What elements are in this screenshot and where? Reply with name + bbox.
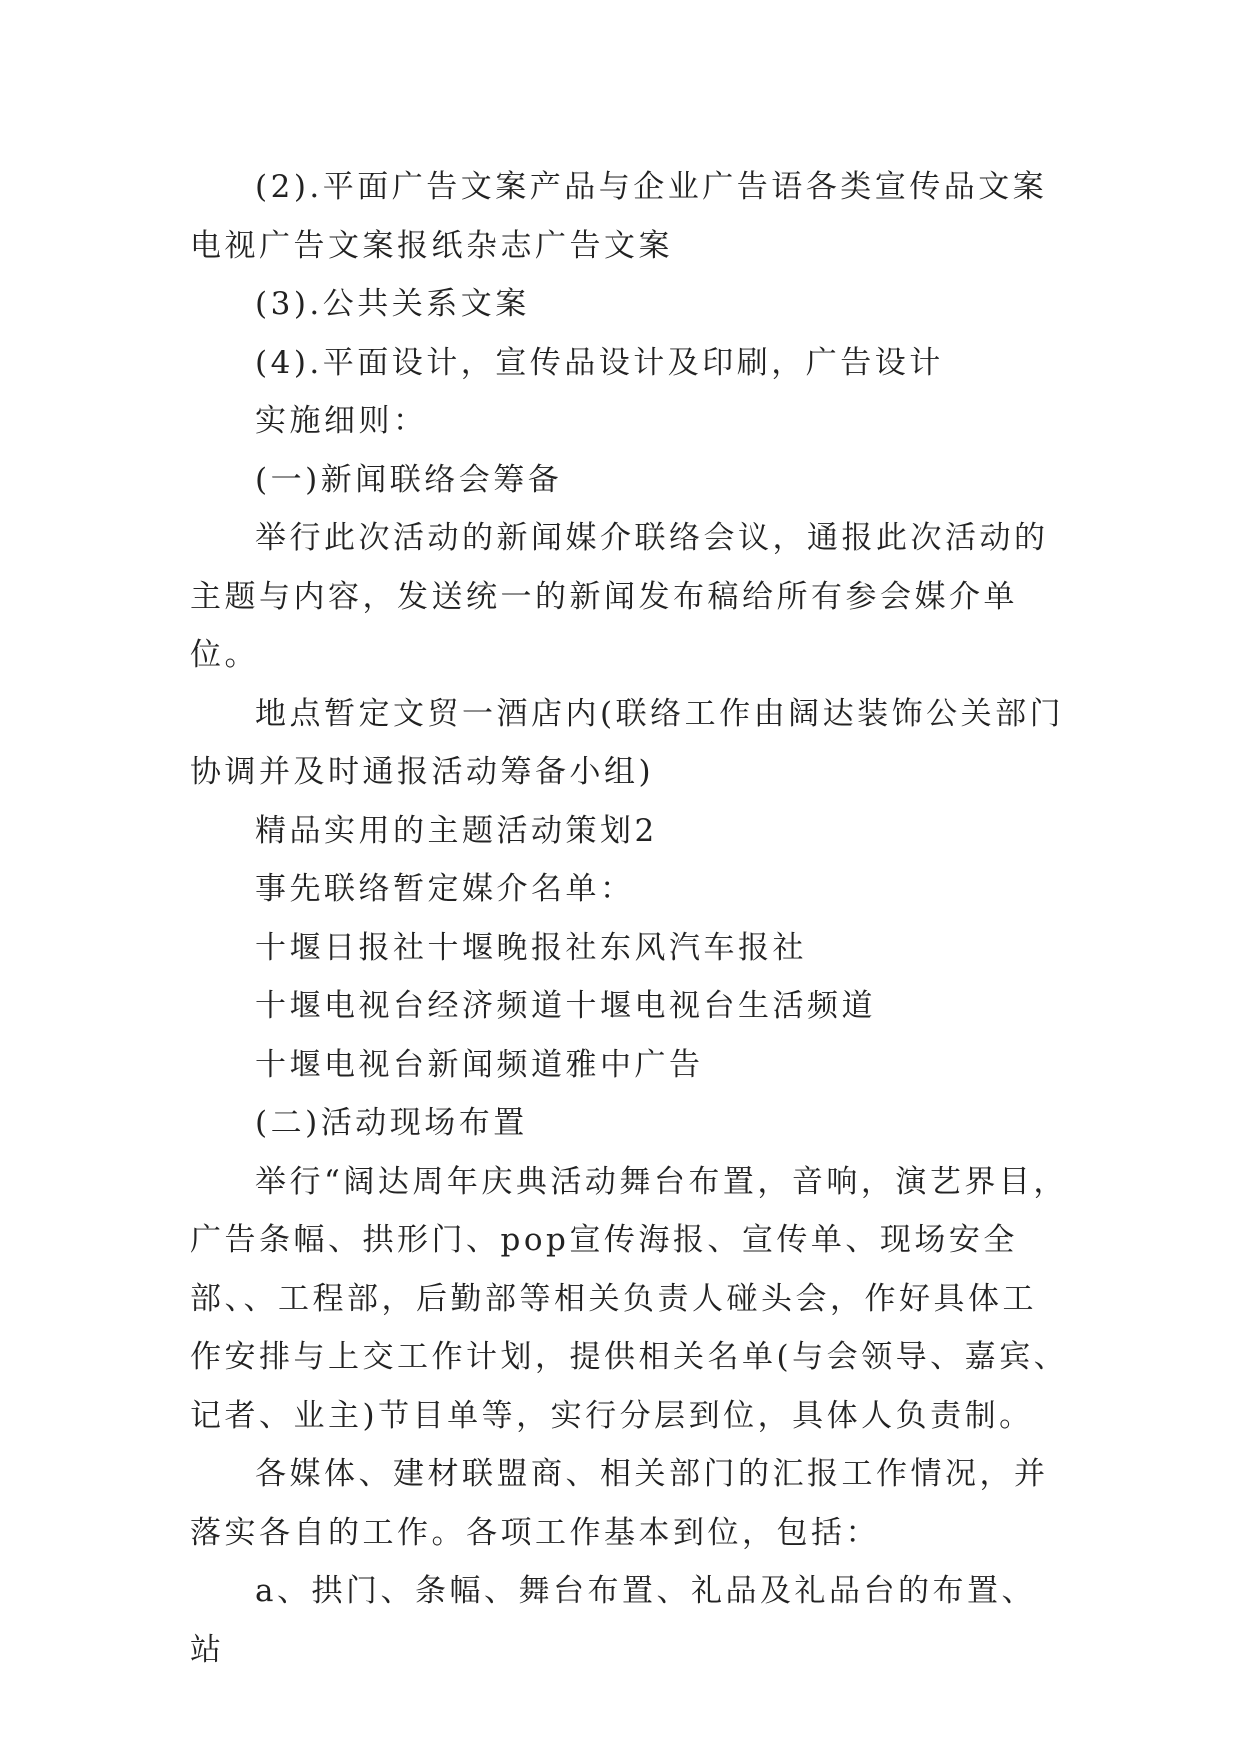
- document-body: [190, 158, 1070, 1679]
- paragraph-work-report: 各媒体、建材联盟商、相关部门的汇报工作情况，并落实各自的工作。各项工作基本到位，包括：: [190, 1456, 1049, 1551]
- paragraph-media-list-heading: 事先联络暂定媒介名单：: [255, 871, 635, 907]
- paragraph-media-newspapers: 十堰日报社十堰晚报社东风汽车报社: [255, 929, 807, 966]
- paragraph-graphic-design: (4).平面设计，宣传品设计及印刷，广告设计: [255, 344, 944, 381]
- paragraph-implementation-heading: 实施细则：: [255, 403, 428, 439]
- paragraph-pr-copy: (3).公共关系文案: [255, 286, 530, 322]
- paragraph-media-tv-channels: 十堰电视台经济频道十堰电视台生活频道: [255, 988, 876, 1024]
- section-heading-press-meeting: (一)新闻联络会筹备: [255, 461, 563, 498]
- paragraph-venue: 地点暂定文贸一酒店内(联络工作由阔达装饰公关部门协调并及时通报活动筹备小组): [190, 695, 1065, 790]
- section-heading-venue-setup: (二)活动现场布置: [255, 1105, 528, 1141]
- paragraph-item-a: a、拱门、条幅、舞台布置、礼品及礼品台的布置、站: [190, 1573, 1036, 1668]
- paragraph-print-copy-types: (2).平面广告文案产品与企业广告语各类宣传品文案电视广告文案报纸杂志广告文案: [190, 169, 1048, 264]
- paragraph-plan-title: 精品实用的主题活动策划2: [255, 812, 658, 849]
- paragraph-press-meeting: 举行此次活动的新闻媒介联络会议，通报此次活动的主题与内容，发送统一的新闻发布稿给所有参会媒介单位。: [190, 520, 1049, 673]
- paragraph-media-tv-news: 十堰电视台新闻频道雅中广告: [255, 1046, 704, 1083]
- paragraph-stage-setup: 举行“阔达周年庆典活动舞台布置，音响，演艺界目，广告条幅、拱形门、pop宣传海报、宣传单、现场安全部、、工程部，后勤部等相关负责人碰头会，作好具体工作安排与上交工作计划，提供相关名单(与会领导、嘉宾、记者、业主)节目单等，实行分层到位，具体人负责制。: [190, 1163, 1069, 1434]
